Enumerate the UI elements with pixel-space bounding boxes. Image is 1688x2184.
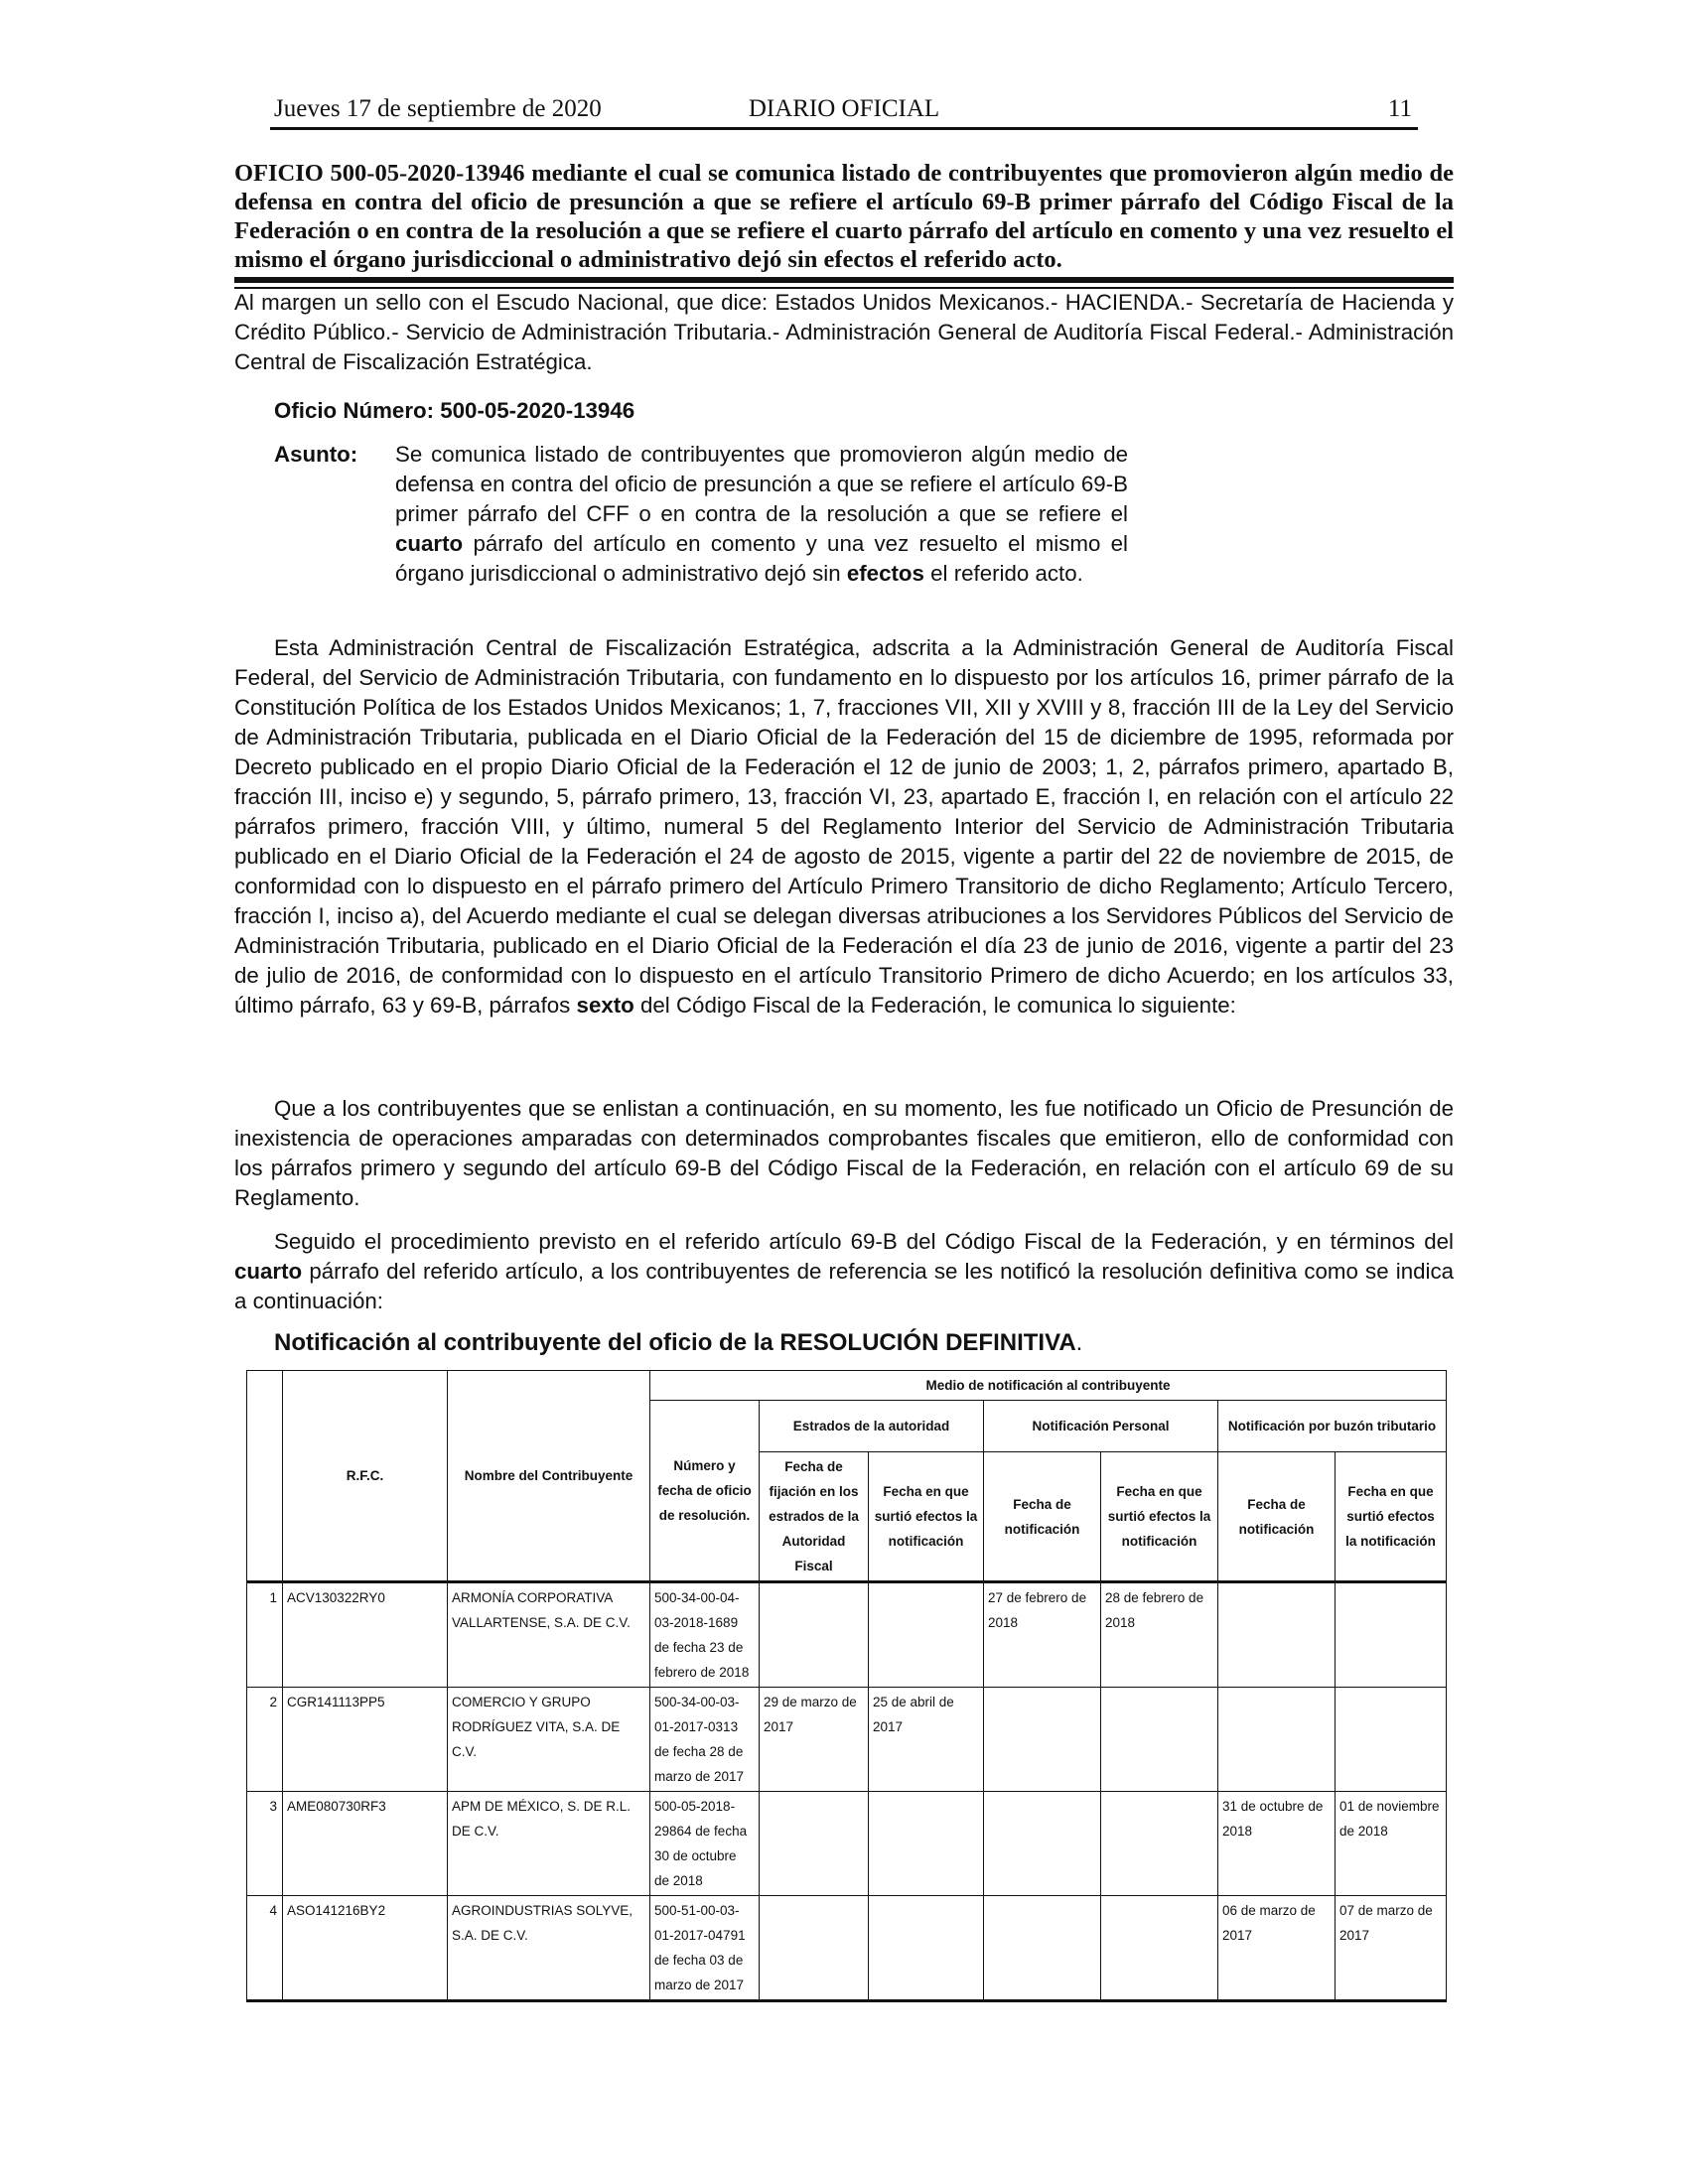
oficio-number: Oficio Número: 500-05-2020-13946: [274, 398, 635, 423]
cell-rfc: ACV130322RY0: [283, 1582, 448, 1688]
header-oficio-resolucion: Número y fecha de oficio de resolución.: [650, 1401, 760, 1582]
cell-fecha-personal: [984, 1896, 1101, 2001]
table-row: [247, 1582, 1447, 1688]
header-rfc: R.F.C.: [283, 1371, 448, 1582]
header-surtio-estrados: Fecha en que surtió efectos la notificación: [869, 1452, 984, 1582]
cell-fecha-buzon: [1218, 1688, 1336, 1792]
asunto-text-3: el referido acto.: [930, 561, 1083, 586]
cell-num: 4: [247, 1896, 283, 2001]
header-num: [247, 1371, 283, 1582]
asunto-text-2: párrafo del artículo en comento y una vez resuelto el mismo el órgano jurisdiccional o administrativo dejó sin: [395, 531, 1128, 586]
cell-fecha-personal: [984, 1688, 1101, 1792]
table-heading-text: Notificación al contribuyente del oficio de la RESOLUCIÓN DEFINITIVA: [274, 1329, 1076, 1356]
cell-fecha-fijacion: 29 de marzo de 2017: [760, 1688, 869, 1792]
cell-num: 1: [247, 1582, 283, 1688]
asunto-bold-cuarto: cuarto: [395, 531, 464, 556]
cell-fecha-buzon: [1218, 1582, 1336, 1688]
cell-contribuyente: APM DE MÉXICO, S. DE R.L. DE C.V.: [448, 1792, 650, 1896]
paragraph-fundamento-bold: sexto: [576, 993, 634, 1018]
cell-fecha-fijacion: [760, 1896, 869, 2001]
table-row: [247, 1792, 1447, 1896]
cell-surtio-buzon: 07 de marzo de 2017: [1336, 1896, 1447, 2001]
header-notificacion-personal: Notificación Personal: [984, 1401, 1218, 1452]
cell-surtio-personal: [1101, 1688, 1218, 1792]
header-date: Jueves 17 de septiembre de 2020: [274, 95, 602, 122]
cell-fecha-buzon: 31 de octubre de 2018: [1218, 1792, 1336, 1896]
asunto-text: [395, 440, 1128, 589]
running-header: [270, 93, 1418, 130]
cell-surtio-estrados: 25 de abril de 2017: [869, 1688, 984, 1792]
header-estrados: Estrados de la autoridad: [760, 1401, 984, 1452]
paragraph-fundamento: [234, 633, 1454, 1021]
cell-contribuyente: COMERCIO Y GRUPO RODRÍGUEZ VITA, S.A. DE C.V.: [448, 1688, 650, 1792]
table-heading-period: .: [1075, 1329, 1083, 1356]
header-fecha-personal: Fecha de notificación: [984, 1452, 1101, 1582]
cell-fecha-buzon: 06 de marzo de 2017: [1218, 1896, 1336, 2001]
paragraph-procedimiento-tail: párrafo del referido artículo, a los contribuyentes de referencia se les notificó la resolución definitiva como se indica a continuación:: [234, 1259, 1454, 1313]
cell-num: 3: [247, 1792, 283, 1896]
header-fecha-buzon: Fecha de notificación: [1218, 1452, 1336, 1582]
cell-contribuyente: ARMONÍA CORPORATIVA VALLARTENSE, S.A. DE C.V.: [448, 1582, 650, 1688]
cell-fecha-personal: [984, 1792, 1101, 1896]
cell-oficio: 500-51-00-03-01-2017-04791 de fecha 03 de marzo de 2017: [650, 1896, 760, 2001]
cell-rfc: AME080730RF3: [283, 1792, 448, 1896]
header-contribuyente: Nombre del Contribuyente: [448, 1371, 650, 1582]
asunto-label: Asunto:: [274, 442, 358, 467]
table-heading: [274, 1327, 1082, 1359]
paragraph-procedimiento-bold: cuarto: [234, 1259, 303, 1284]
cell-surtio-buzon: [1336, 1688, 1447, 1792]
asunto-text-1: Se comunica listado de contribuyentes que promovieron algún medio de defensa en contra del oficio de presunción a que se refiere el artículo 69-B primer párrafo del CFF o en contra de la resolución a que se refiere el: [395, 442, 1128, 526]
paragraph-presuncion: Que a los contribuyentes que se enlistan a continuación, en su momento, les fue notificado un Oficio de Presunción de inexistencia de operaciones amparadas con determinados comprobantes fiscales que emitieron, ello de conformidad con los párrafos primero y segundo del artículo 69-B del Código Fiscal de la Federación, en relación con el artículo 69 de su Reglamento.: [234, 1096, 1454, 1210]
cell-surtio-estrados: [869, 1896, 984, 2001]
cell-oficio: 500-05-2018-29864 de fecha 30 de octubre de 2018: [650, 1792, 760, 1896]
asunto-bold-efectos: efectos: [846, 561, 924, 586]
cell-rfc: CGR141113PP5: [283, 1688, 448, 1792]
title-rule-thick: [234, 277, 1454, 283]
cell-surtio-personal: 28 de febrero de 2018: [1101, 1582, 1218, 1688]
cell-contribuyente: AGROINDUSTRIAS SOLYVE, S.A. DE C.V.: [448, 1896, 650, 2001]
cell-fecha-fijacion: [760, 1582, 869, 1688]
header-medio-notificacion: Medio de notificación al contribuyente: [650, 1371, 1447, 1401]
cell-surtio-buzon: 01 de noviembre de 2018: [1336, 1792, 1447, 1896]
cell-fecha-personal: 27 de febrero de 2018: [984, 1582, 1101, 1688]
cell-surtio-personal: [1101, 1792, 1218, 1896]
table-row: [247, 1896, 1447, 2001]
header-surtio-personal: Fecha en que surtió efectos la notificación: [1101, 1452, 1218, 1582]
cell-surtio-buzon: [1336, 1582, 1447, 1688]
cell-rfc: ASO141216BY2: [283, 1896, 448, 2001]
header-buzon-tributario: Notificación por buzón tributario: [1218, 1401, 1447, 1452]
paragraph-procedimiento: [234, 1227, 1454, 1316]
cell-oficio: 500-34-00-03-01-2017-0313 de fecha 28 de marzo de 2017: [650, 1688, 760, 1792]
cell-surtio-estrados: [869, 1792, 984, 1896]
header-fecha-fijacion: Fecha de fijación en los estrados de la Autoridad Fiscal: [760, 1452, 869, 1582]
cell-oficio: 500-34-00-04-03-2018-1689 de fecha 23 de febrero de 2018: [650, 1582, 760, 1688]
header-page-number: 11: [1387, 95, 1412, 122]
cell-surtio-estrados: [869, 1582, 984, 1688]
table-row: [247, 1688, 1447, 1792]
document-title: OFICIO 500-05-2020-13946 mediante el cual se comunica listado de contribuyentes que promovieron algún medio de defensa en contra del oficio de presunción a que se refiere el artículo 69-B primer párrafo del Código Fiscal de la Federación o en contra de la resolución a que se refiere el cuarto párrafo del artículo en comento y una vez resuelto el mismo el órgano jurisdiccional o administrativo dejó sin efectos el referido acto.: [234, 160, 1454, 273]
cell-surtio-personal: [1101, 1896, 1218, 2001]
paragraph-procedimiento-text: Seguido el procedimiento previsto en el referido artículo 69-B del Código Fiscal de la Federación, y en términos del: [274, 1229, 1454, 1254]
paragraph-fundamento-tail: del Código Fiscal de la Federación, le comunica lo siguiente:: [640, 993, 1236, 1018]
header-journal-name: DIARIO OFICIAL: [748, 95, 940, 122]
results-table: [246, 1370, 1447, 2002]
margin-note: Al margen un sello con el Escudo Nacional, que dice: Estados Unidos Mexicanos.- HACIENDA.- Secretaría de Hacienda y Crédito Público.- Servicio de Administración Tributaria.- Administración General de Auditoría Fiscal Federal.- Administración Central de Fiscalización Estratégica.: [234, 290, 1454, 374]
paragraph-fundamento-text: Esta Administración Central de Fiscalización Estratégica, adscrita a la Administración General de Auditoría Fiscal Federal, del Servicio de Administración Tributaria, con fundamento en lo dispuesto por los artículos 16, primer párrafo de la Constitución Política de los Estados Unidos Mexicanos; 1, 7, fracciones VII, XII y XVIII y 8, fracción III de la Ley del Servicio de Administración Tributaria, publicada en el Diario Oficial de la Federación del 15 de diciembre de 1995, reformada por Decreto publicado en el propio Diario Oficial de la Federación el 12 de junio de 2003; 1, 2, párrafos primero, apartado B, fracción III, inciso e) y segundo, 5, párrafo primero, 13, fracción VI, 23, apartado E, fracción I, en relación con el artículo 22 párrafos primero, fracción VIII, y último, numeral 5 del Reglamento Interior del Servicio de Administración Tributaria publicado en el Diario Oficial de la Federación el 24 de agosto de 2015, vigente a partir del 22 de noviembre de 2015, de conformidad con lo dispuesto en el párrafo primero del Artículo Primero Transitorio de dicho Reglamento; Artículo Tercero, fracción I, inciso a), del Acuerdo mediante el cual se delegan diversas atribuciones a los Servidores Públicos del Servicio de Administración Tributaria, publicado en el Diario Oficial de la Federación el día 23 de junio de 2016, vigente a partir del 23 de julio de 2016, de conformidad con lo dispuesto en el artículo Transitorio Primero de dicho Acuerdo; en los artículos 33, último párrafo, 63 y 69-B, párrafos: [234, 635, 1454, 1018]
header-surtio-buzon: Fecha en que surtió efectos la notificación: [1336, 1452, 1447, 1582]
cell-fecha-fijacion: [760, 1792, 869, 1896]
cell-num: 2: [247, 1688, 283, 1792]
